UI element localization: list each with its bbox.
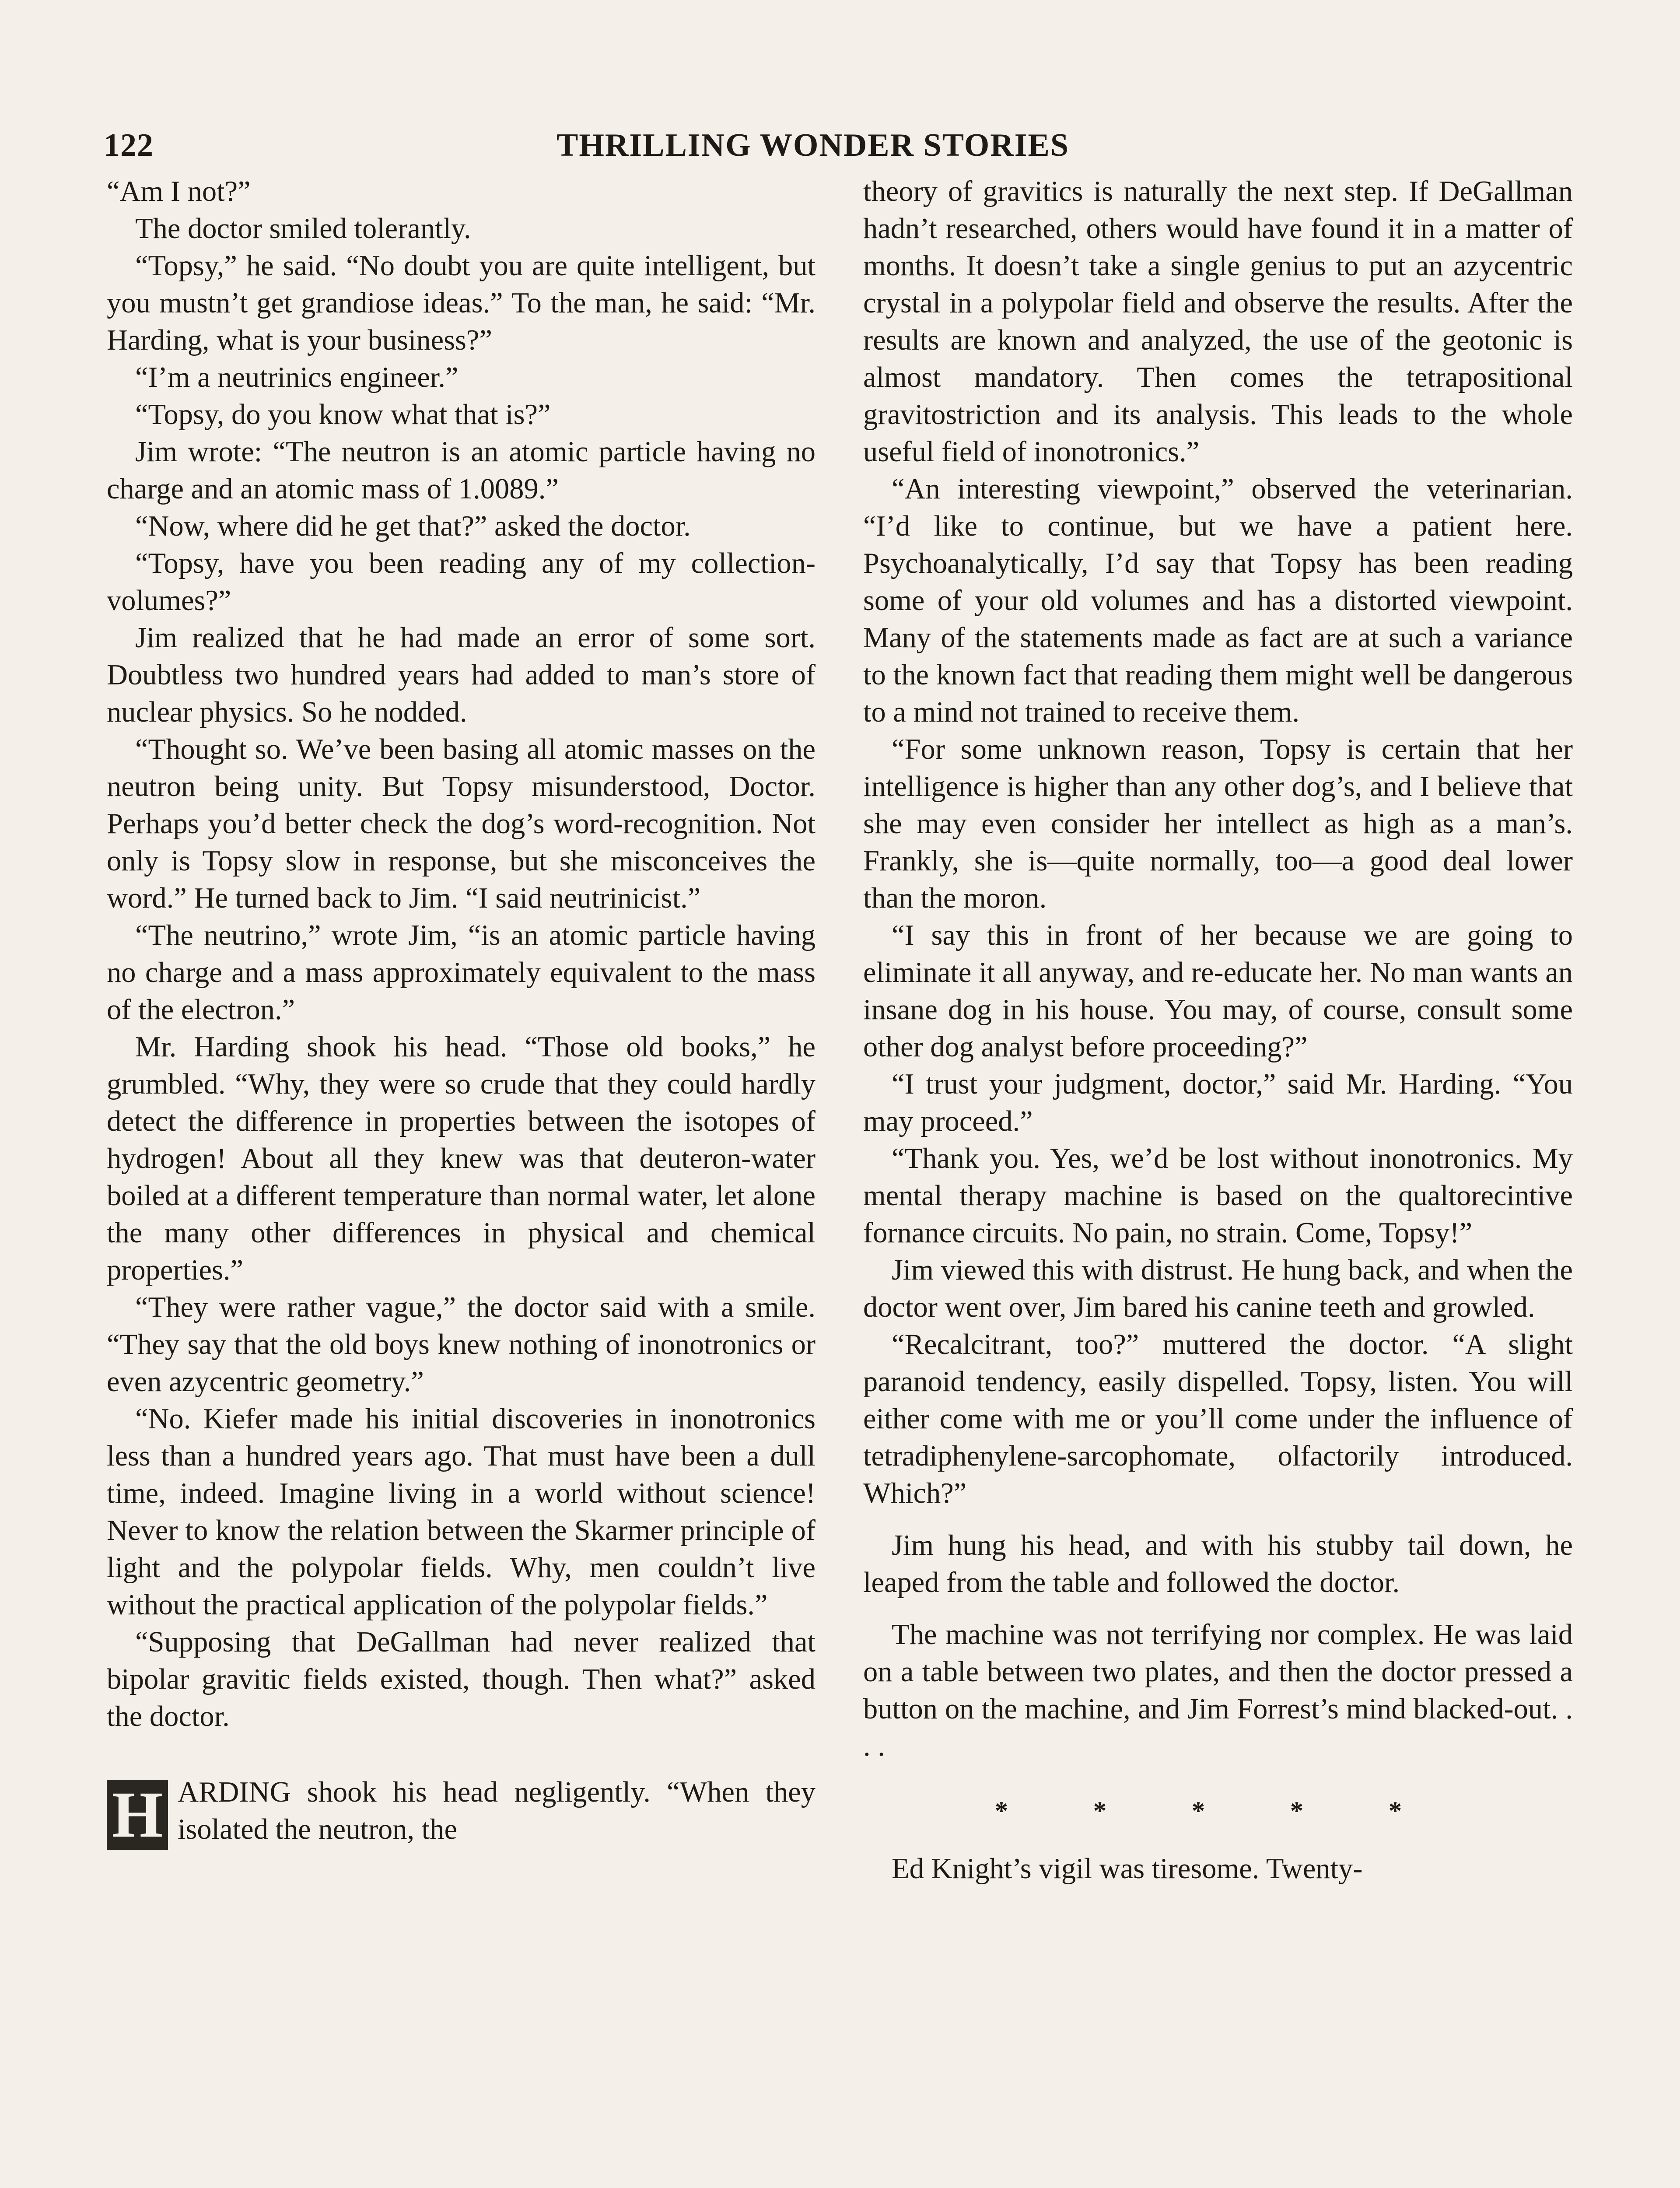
paragraph: Ed Knight’s vigil was tiresome. Twenty- [892, 1853, 1363, 1885]
paragraph: “For some unknown reason, Topsy is certain that her intelligence is higher than any other dog’s, and I believe that she may even consider her intellect as high as a man’s. Frankly, she is—quite normally, too—a good deal lower than the moron. [863, 733, 1573, 914]
paragraph: “Topsy,” he said. “No doubt you are quite intelligent, but you mustn’t get grandiose ideas.” To the man, he said: “Mr. Harding, what is your business?” [107, 250, 816, 356]
paragraph: Jim realized that he had made an error of some sort. Doubtless two hundred years had added to man’s store of nuclear physics. So he nodded. [107, 622, 816, 728]
right-column [863, 173, 1573, 1887]
left-column [107, 173, 816, 1850]
page-header [104, 127, 1578, 171]
paragraph: “Thought so. We’ve been basing all atomic masses on the neutron being unity. But Topsy misunderstood, Doctor. Perhaps you’d better check the dog’s word-recognition. Not only is Topsy slow in response, but she misconceives the word.” He turned back to Jim. “I said neutrinicist.” [107, 733, 816, 914]
paragraph: “I trust your judgment, doctor,” said Mr. Harding. “You may proceed.” [863, 1068, 1573, 1137]
paragraph: “I say this in front of her because we are going to eliminate it all anyway, and re-educate her. No man wants an insane dog in his house. You may, of course, consult some other dog analyst before proceeding?” [863, 919, 1573, 1063]
dropcap-paragraph-text: ARDING shook his head negligently. “When they isolated the neutron, the [178, 1776, 816, 1845]
paragraph: “Topsy, do you know what that is?” [135, 399, 551, 431]
paragraph: Jim hung his head, and with his stubby tail down, he leaped from the table and followed the doctor. [863, 1529, 1573, 1599]
page-number: 122 [104, 127, 154, 163]
paragraph: theory of gravitics is naturally the next step. If DeGallman hadn’t researched, others would have found it in a matter of months. It doesn’t take a single genius to put an azycentric crystal in a polypolar field and observe the results. After the results are known and analyzed, the use of the geotonic is almost mandatory. Then comes the tetrapositional gravitostriction and its analysis. This leads to the whole useful field of inonotronics.” [863, 175, 1573, 468]
scene-break: * * * * * [995, 1796, 1441, 1825]
dropcap-paragraph [107, 1774, 816, 1851]
paragraph: “Now, where did he get that?” asked the doctor. [135, 510, 691, 542]
paragraph: “The neutrino,” wrote Jim, “is an atomic particle having no charge and a mass approximately equivalent to the mass of the electron.” [107, 919, 816, 1026]
paragraph: The machine was not terrifying nor complex. He was laid on a table between two plates, and then the doctor pressed a button on the machine, and Jim Forrest’s mind blacked-out. . . . [863, 1619, 1573, 1762]
drop-cap-letter: H [107, 1780, 168, 1850]
paragraph: “Am I not?” [107, 175, 251, 207]
running-title: THRILLING WONDER STORIES [556, 127, 1070, 163]
paragraph: “I’m a neutrinics engineer.” [135, 361, 458, 393]
paragraph: Jim viewed this with distrust. He hung back, and when the doctor went over, Jim bared his canine teeth and growled. [863, 1254, 1573, 1323]
paragraph: “An interesting viewpoint,” observed the veterinarian. “I’d like to continue, but we have a patient here. Psychoanalytically, I’d say that Topsy has been reading some of your old volumes and has a distorted viewpoint. Many of the statements made as fact are at such a variance to the known fact that reading them might well be dangerous to a mind not trained to receive them. [863, 473, 1573, 728]
paragraph: Jim wrote: “The neutron is an atomic particle having no charge and an atomic mass of 1.0089.” [107, 436, 816, 505]
paragraph: The doctor smiled tolerantly. [135, 213, 471, 245]
paragraph: “Topsy, have you been reading any of my collection-volumes?” [107, 547, 816, 617]
paragraph: “Thank you. Yes, we’d be lost without inonotronics. My mental therapy machine is based on the qualtorecintive fornance circuits. No pain, no strain. Come, Topsy!” [863, 1143, 1573, 1249]
paragraph: “No. Kiefer made his initial discoveries in inonotronics less than a hundred years ago. That must have been a dull time, indeed. Imagine living in a world without science! Never to know the relation between the Skarmer principle of light and the polypolar fields. Why, men couldn’t live without the practical application of the polypolar fields.” [107, 1403, 816, 1621]
paragraph: “They were rather vague,” the doctor said with a smile. “They say that the old boys knew nothing of inonotronics or even azycentric geometry.” [107, 1291, 816, 1398]
paragraph: “Recalcitrant, too?” muttered the doctor. “A slight paranoid tendency, easily dispelled. Topsy, listen. You will either come with me or you’ll come under the influence of tetradiphenylene-sarcophomate, olfactorily introduced. Which?” [863, 1329, 1573, 1509]
paragraph: Mr. Harding shook his head. “Those old books,” he grumbled. “Why, they were so crude that they could hardly detect the difference in properties between the isotopes of hydrogen! About all they knew was that deuteron-water boiled at a different temperature than normal water, let alone the many other differences in physical and chemical properties.” [107, 1031, 816, 1286]
paragraph: “Supposing that DeGallman had never realized that bipolar gravitic fields existed, though. Then what?” asked the doctor. [107, 1626, 816, 1732]
